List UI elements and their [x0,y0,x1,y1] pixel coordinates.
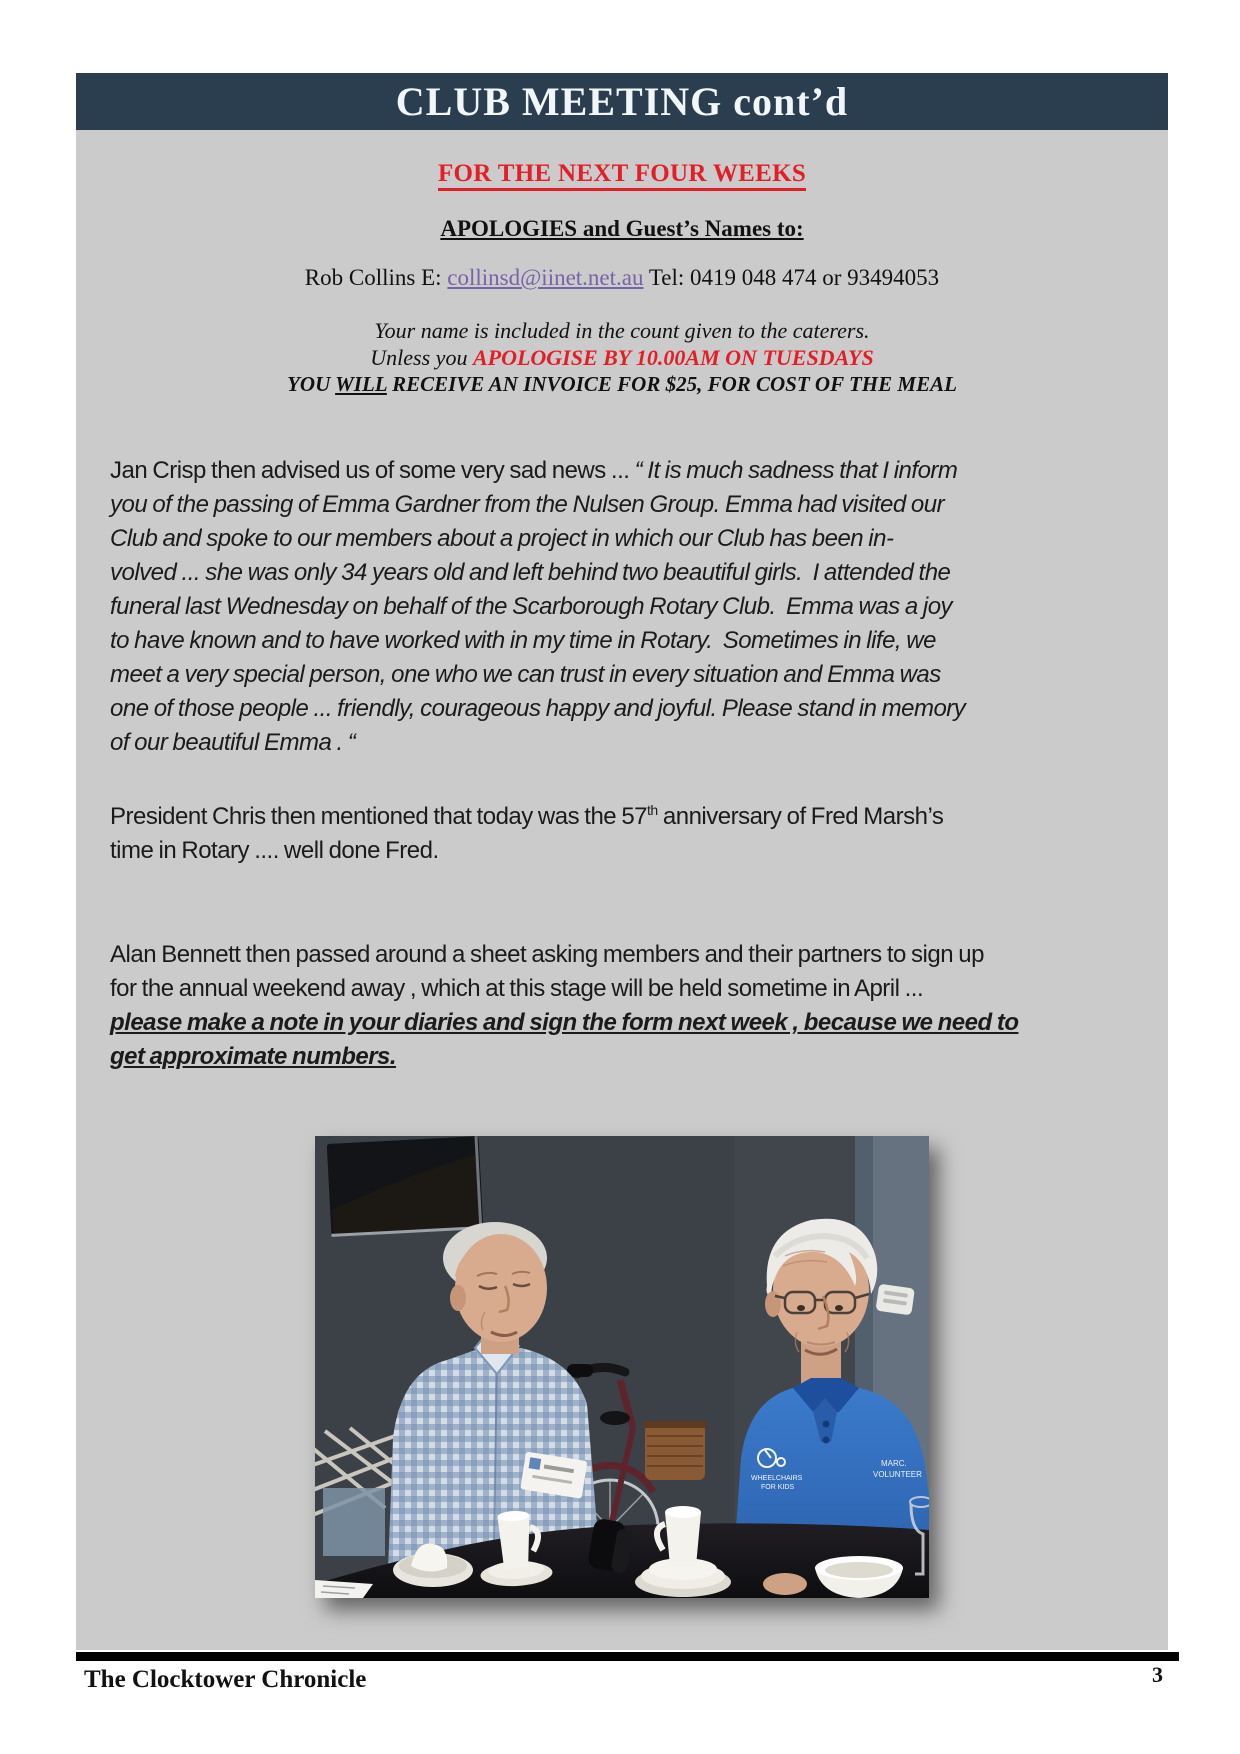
anniversary-line [110,800,1100,834]
story-line: you of the passing of Emma Gardner from the Nulsen Group. Emma had visited our [110,491,945,518]
svg-text:VOLUNTEER: VOLUNTEER [873,1470,922,1479]
story-line: of our beautiful Emma . “ [110,729,356,756]
story-line: one of those people ... friendly, courageous happy and joyful. Please stand in memory [110,695,966,722]
ordinal-suffix: th [647,802,658,818]
apologise-deadline: APOLOGISE BY 10.00AM ON TUESDAYS [472,345,874,370]
email-link[interactable]: collinsd@iinet.net.au [447,265,644,290]
svg-text:MARC.: MARC. [881,1459,907,1468]
story-line: funeral last Wednesday on behalf of the Scarborough Rotary Club. Emma was a joy [110,593,953,620]
svg-text:FOR KIDS: FOR KIDS [761,1484,795,1491]
anniversary-paragraph [110,800,1100,868]
weekend-reminder-line: please make a note in your diaries and sign the form next week , because we need to [110,1009,1019,1036]
story-line: meet a very special person, one who we can trust in every situation and Emma was [110,661,941,688]
invoice-pre: YOU [287,372,336,396]
story-line: Club and spoke to our members about a project in which our Club has been in- [110,525,894,552]
newsletter-page [76,73,1168,1650]
right-member-hand [763,1573,807,1595]
contact-line [76,263,1168,293]
caterers-notice [76,317,1168,398]
tv-icon [327,1136,484,1237]
anniversary-line: time in Rotary .... well done Fred. [110,837,439,864]
apologies-heading: APOLOGIES and Guest’s Names to: [440,216,804,241]
weekend-reminder-line: get approximate numbers. [110,1043,397,1070]
anniversary-pre: President Chris then mentioned that today was the 57 [110,803,648,830]
section-title: CLUB MEETING cont’d [395,79,849,124]
contact-suffix: Tel: 0419 048 474 or 93494053 [643,265,940,290]
weekend-paragraph [110,938,1100,1074]
story-lead: Jan Crisp then advised us of some very sad news ... [110,457,635,484]
footer-page-number: 3 [1152,1662,1163,1687]
meeting-photo-graphic [315,1136,929,1598]
invoice-will: WILL [335,372,387,396]
story-line [110,454,1100,488]
svg-text:WHEELCHAIRS: WHEELCHAIRS [751,1475,803,1482]
story-line: volved ... she was only 34 years old and left behind two beautiful girls. I attended the [110,559,951,586]
unless-prefix: Unless you [370,345,473,370]
left-member-face [455,1234,547,1342]
sad-news-paragraph [110,454,1100,760]
weekend-line: for the annual weekend away , which at this stage will be held sometime in April ... [110,975,924,1002]
unless-line [76,344,1168,371]
wicker-basket [643,1421,707,1480]
footer-newsletter-title: The Clocktower Chronicle [84,1666,367,1693]
weekend-line: Alan Bennett then passed around a sheet asking members and their partners to sign up [110,941,984,968]
story-quote-start: “ It is much sadness that I inform [634,457,958,484]
invoice-post: RECEIVE AN INVOICE FOR $25, FOR COST OF THE MEAL [386,372,957,396]
wall-speaker-icon [876,1284,915,1316]
blue-crate [323,1488,385,1556]
footer-rule [76,1652,1179,1661]
story-line: to have known and to have worked with in my time in Rotary. Sometimes in life, we [110,627,936,654]
contact-prefix: Rob Collins E: [304,265,448,290]
meeting-photo [315,1136,929,1598]
section-header-bar [76,73,1168,130]
weeks-heading-row [76,130,1168,191]
caterers-line: Your name is included in the count given to the caterers. [374,318,870,343]
anniversary-post: anniversary of Fred Marsh’s [657,803,944,830]
invoice-line [76,371,1168,398]
weeks-heading: FOR THE NEXT FOUR WEEKS [438,160,806,191]
